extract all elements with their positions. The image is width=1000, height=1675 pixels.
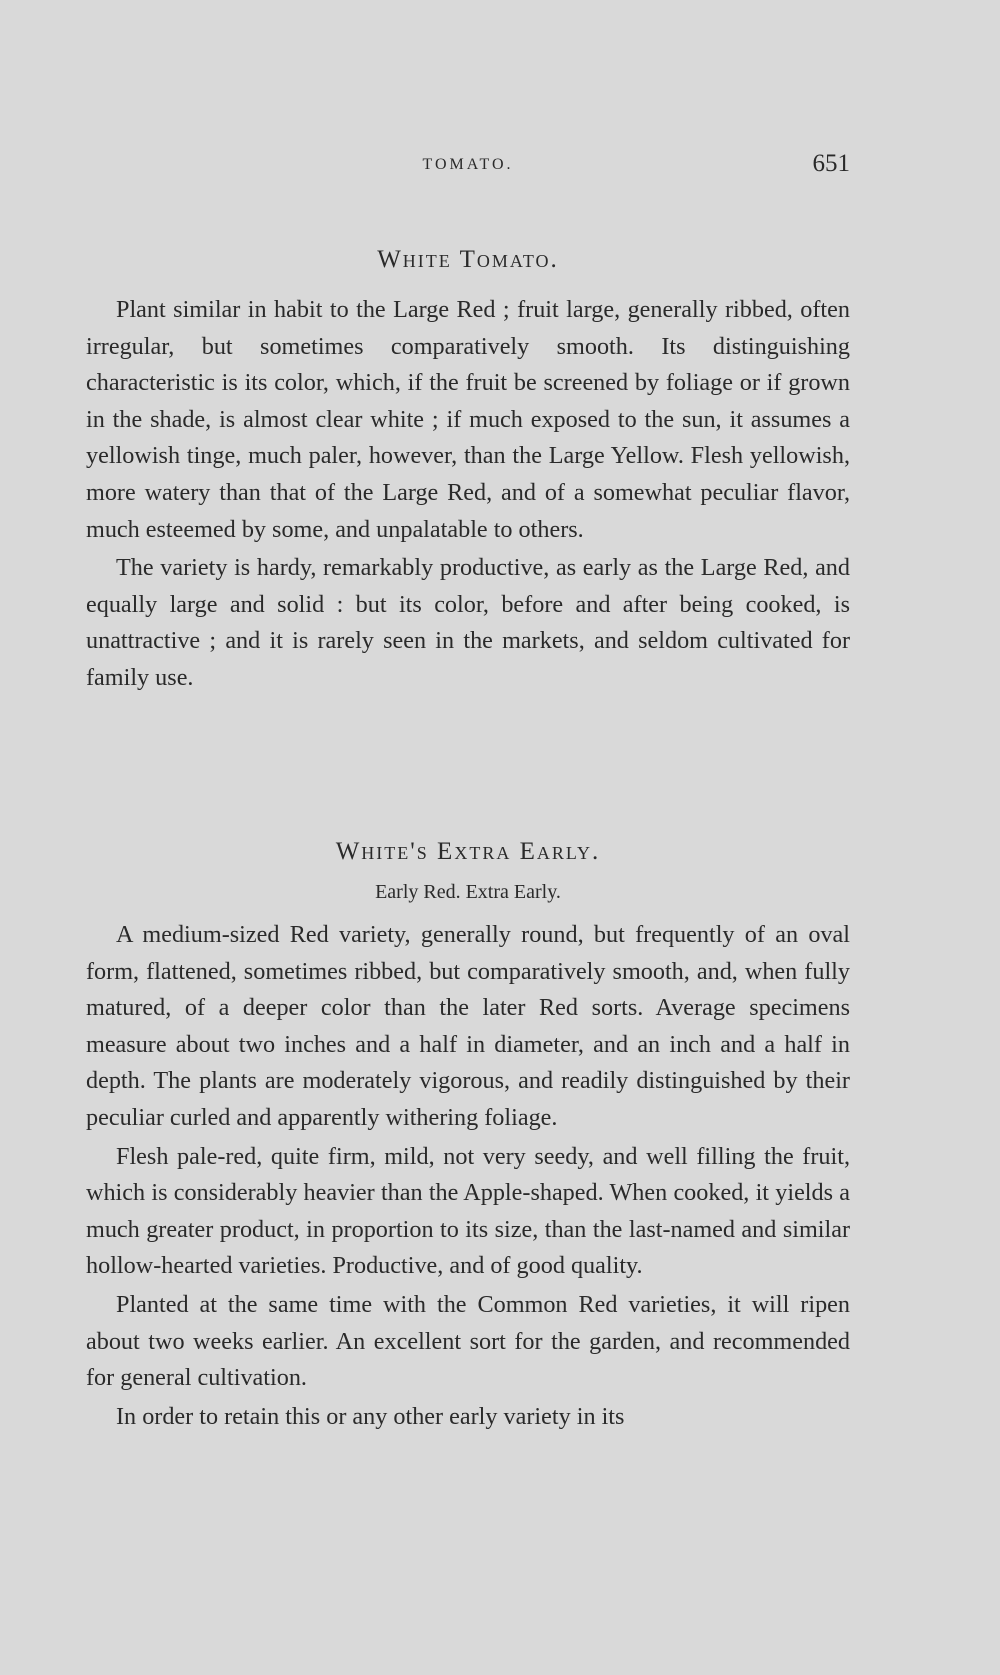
running-head	[86, 150, 850, 180]
paragraph: Flesh pale-red, quite firm, mild, not very seedy, and well filling the fruit, which is considerably heavier than the Apple-shaped. When cooked, it yields a much greater product, in proportion to its size, than the last-named and similar hollow-hearted varieties. Productive, and of good quality.	[86, 1142, 850, 1280]
paragraph: Plant similar in habit to the Large Red ; fruit large, generally ribbed, often irregular, but sometimes comparatively smooth. Its distinguishing characteristic is its color, which, if the fruit be screened by foliage or if grown in the shade, is almost clear white ; if much exposed to the sun, it assumes a yellowish tinge, much paler, however, than the Large Yellow. Flesh yellowish, more watery than that of the Large Red, and of a somewhat peculiar flavor, much esteemed by some, and unpalatable to others.	[86, 296, 850, 543]
section-heading-whites-extra-early: White's Extra Early.	[335, 838, 601, 865]
paragraph: In order to retain this or any other early variety in its	[116, 1402, 625, 1430]
paragraph: A medium-sized Red variety, generally round, but frequently of an oval form, flattened, sometimes ribbed, but comparatively smooth, and, when fully matured, of a deeper color than the later Red sorts. Average specimens measure about two inches and a half in diameter, and an inch and a half in depth. The plants are moderately vigorous, and readily distinguished by their peculiar curled and apparently withering foliage.	[86, 921, 850, 1131]
synonyms: Early Red. Extra Early.	[375, 881, 561, 903]
running-title: TOMATO.	[422, 156, 514, 173]
paragraph: Planted at the same time with the Common Red varieties, it will ripen about two weeks earlier. An excellent sort for the garden, and recommended for general cultivation.	[86, 1290, 850, 1392]
page-number: 651	[812, 150, 850, 177]
section-body-whites-extra-early	[86, 917, 850, 1435]
section-body-white-tomato	[86, 292, 850, 697]
paragraph: The variety is hardy, remarkably productive, as early as the Large Red, and equally large and solid : but its color, before and after being cooked, is unattractive ; and it is rarely seen in the markets, and seldom cultivated for family use.	[86, 554, 850, 691]
section-heading-white-tomato: White Tomato.	[377, 246, 559, 273]
